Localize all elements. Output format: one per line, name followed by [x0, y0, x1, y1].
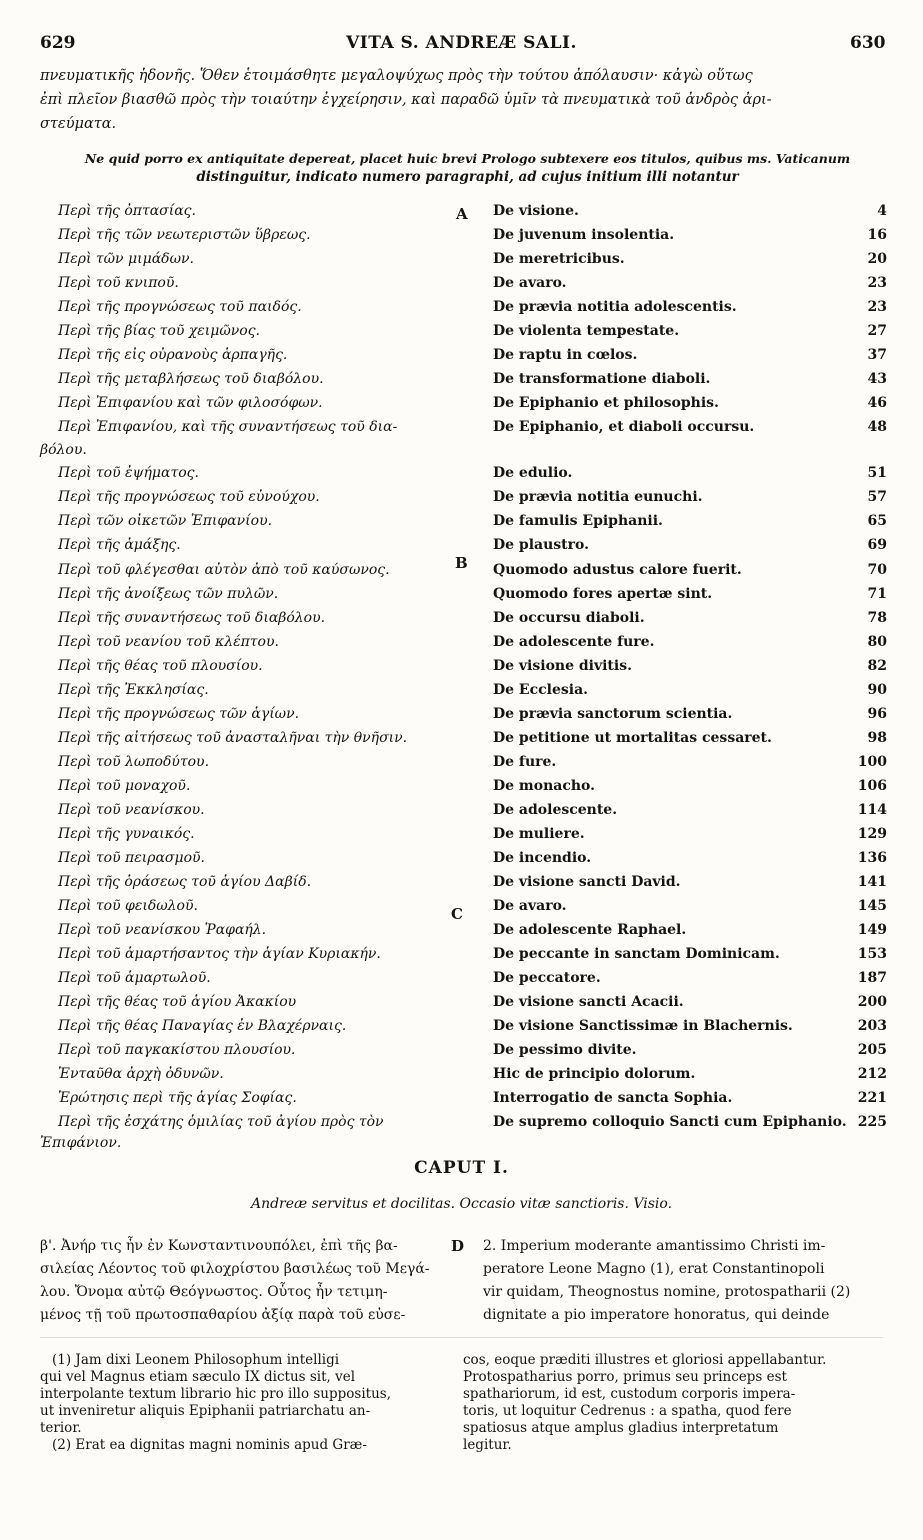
toc-greek-title: Περὶ Ἐπιφανίου, καὶ τῆς συναντήσεως τοῦ δια-: [58, 419, 398, 435]
toc-latin-title: De adolescente Raphael.: [493, 922, 687, 938]
toc-row: [0, 1090, 923, 1113]
margin-marker-a: A: [456, 205, 468, 223]
toc-greek-title: Περὶ τῆς ὀπτασίας.: [58, 203, 196, 219]
toc-latin-title: De transformatione diaboli.: [493, 371, 711, 387]
body-greek-column: [40, 1235, 440, 1327]
toc-row: [0, 275, 923, 298]
footnote-line: qui vel Magnus etiam sæculo IX dictus sit, vel: [40, 1369, 356, 1385]
toc-row: [0, 1114, 923, 1137]
footnote-line: spathariorum, id est, custodum corporis impera-: [463, 1386, 796, 1402]
toc-row: [0, 586, 923, 609]
toc-continuation: Ἐπιφάνιον.: [40, 1135, 122, 1151]
toc-latin-title: De peccante in sanctam Dominicam.: [493, 946, 780, 962]
footnote-line: spatiosus atque amplus gladius interpretatum: [463, 1420, 779, 1436]
toc-greek-title: Περὶ τῆς προγνώσεως τῶν ἁγίων.: [58, 706, 300, 722]
toc-paragraph-number: 23: [867, 299, 887, 315]
body-latin-line: vir quidam, Theognostus nomine, protospatharii (2): [483, 1284, 851, 1300]
toc-greek-title: Περὶ τῆς ἀνοίξεως τῶν πυλῶν.: [58, 586, 279, 602]
toc-paragraph-number: 98: [867, 730, 887, 746]
toc-row: [0, 946, 923, 969]
body-greek-line: μένος τῇ τοῦ πρωτοσπαθαρίου ἀξίᾳ παρὰ τοῦ εὐσε-: [40, 1307, 406, 1323]
intro-greek-paragraph: [40, 64, 895, 136]
toc-greek-title: Ἐρώτησις περὶ τῆς ἁγίας Σοφίας.: [58, 1090, 297, 1106]
footnote-divider: [40, 1337, 883, 1338]
toc-paragraph-number: 71: [867, 586, 887, 602]
toc-latin-title: De prævia notitia adolescentis.: [493, 299, 737, 315]
toc-greek-title: Περὶ τοῦ ἁμαρτωλοῦ.: [58, 970, 211, 986]
toc-row: [0, 465, 923, 488]
toc-greek-title: Περὶ τοῦ ἁμαρτήσαντος τὴν ἁγίαν Κυριακήν.: [58, 946, 381, 962]
toc-row: [0, 634, 923, 657]
toc-row: [0, 513, 923, 536]
toc-paragraph-number: 43: [867, 371, 887, 387]
toc-latin-title: De prævia sanctorum scientia.: [493, 706, 733, 722]
toc-latin-title: Quomodo fores apertæ sint.: [493, 586, 713, 602]
toc-greek-title: Περὶ τῆς προγνώσεως τοῦ παιδός.: [58, 299, 302, 315]
toc-greek-title: Περὶ τῆς Ἐκκλησίας.: [58, 682, 209, 698]
toc-row: [0, 682, 923, 705]
body-latin-line: 2. Imperium moderante amantissimo Christi im-: [483, 1238, 826, 1254]
toc-paragraph-number: 149: [857, 922, 887, 938]
toc-greek-title: Περὶ τῆς ἁμάξης.: [58, 537, 181, 553]
margin-marker-b: B: [455, 554, 468, 572]
toc-latin-title: De prævia notitia eunuchi.: [493, 489, 703, 505]
toc-row: [0, 227, 923, 250]
toc-latin-title: De juvenum insolentia.: [493, 227, 675, 243]
toc-greek-title: Περὶ τῆς γυναικός.: [58, 826, 195, 842]
body-greek-line: λου. Ὄνομα αὐτῷ Θεόγνωστος. Οὗτος ἦν τετιμη-: [40, 1284, 388, 1300]
margin-marker-c: C: [451, 905, 463, 923]
toc-paragraph-number: 203: [857, 1018, 887, 1034]
toc-latin-title: De supremo colloquio Sancti cum Epiphanio.: [493, 1114, 847, 1130]
toc-latin-title: De violenta tempestate.: [493, 323, 680, 339]
footnote-line: (2) Erat ea dignitas magni nominis apud Græ-: [52, 1437, 367, 1453]
toc-latin-title: De Epiphanio, et diaboli occursu.: [493, 419, 755, 435]
toc-paragraph-number: 100: [857, 754, 887, 770]
toc-row: [0, 323, 923, 346]
toc-paragraph-number: 48: [867, 419, 887, 435]
toc-latin-title: De plaustro.: [493, 537, 589, 553]
toc-paragraph-number: 96: [867, 706, 887, 722]
toc-latin-title: De raptu in cœlos.: [493, 347, 638, 363]
toc-greek-title: Περὶ τοῦ πειρασμοῦ.: [58, 850, 205, 866]
toc-paragraph-number: 106: [857, 778, 887, 794]
editorial-note: [40, 150, 895, 186]
toc-greek-title: Περὶ τοῦ ἐψήματος.: [58, 465, 199, 481]
body-latin-line: peratore Leone Magno (1), erat Constantinopoli: [483, 1261, 825, 1277]
toc-latin-title: De peccatore.: [493, 970, 601, 986]
toc-row: [0, 371, 923, 394]
toc-paragraph-number: 70: [867, 562, 887, 578]
toc-greek-title: Περὶ τοῦ κνιποῦ.: [58, 275, 179, 291]
toc-latin-title: Quomodo adustus calore fuerit.: [493, 562, 742, 578]
toc-paragraph-number: 80: [867, 634, 887, 650]
toc-latin-title: Hic de principio dolorum.: [493, 1066, 696, 1082]
toc-paragraph-number: 51: [867, 465, 887, 481]
toc-paragraph-number: 136: [857, 850, 887, 866]
chapter-subtitle: Andreæ servitus et docilitas. Occasio vitæ sanctioris. Visio.: [250, 1196, 673, 1212]
toc-paragraph-number: 69: [867, 537, 887, 553]
margin-marker-d: D: [451, 1237, 465, 1255]
toc-continuation: βόλου.: [40, 442, 87, 458]
toc-latin-title: De occursu diaboli.: [493, 610, 645, 626]
toc-latin-title: De Epiphanio et philosophis.: [493, 395, 719, 411]
toc-latin-title: De pessimo divite.: [493, 1042, 637, 1058]
note-line: Ne quid porro ex antiquitate depereat, placet huic brevi Prologo subtexere eos titulos, quibus ms. Vaticanum: [84, 151, 851, 166]
toc-row: [0, 754, 923, 777]
toc-greek-title: Περὶ τῆς βίας τοῦ χειμῶνος.: [58, 323, 261, 339]
body-greek-line: β'. Ἀνήρ τις ἦν ἐν Κωνσταντινουπόλει, ἐπὶ τῆς βα-: [40, 1238, 398, 1254]
toc-paragraph-number: 90: [867, 682, 887, 698]
page-number-right: 630: [850, 33, 886, 53]
toc-greek-title: Περὶ τοῦ φειδωλοῦ.: [58, 898, 198, 914]
footnotes-left: [40, 1352, 440, 1454]
toc-greek-title: Περὶ τῆς εἰς οὐρανοὺς ἁρπαγῆς.: [58, 347, 288, 363]
toc-greek-title: Περὶ τῆς συναντήσεως τοῦ διαβόλου.: [58, 610, 326, 626]
intro-line: στεύματα.: [40, 116, 117, 132]
toc-row: [0, 730, 923, 753]
toc-latin-title: De visione Sanctissimæ in Blachernis.: [493, 1018, 793, 1034]
toc-latin-title: De visione sancti Acacii.: [493, 994, 684, 1010]
toc-row: [0, 419, 923, 442]
toc-row: [0, 706, 923, 729]
toc-latin-title: De muliere.: [493, 826, 585, 842]
toc-paragraph-number: 27: [867, 323, 887, 339]
footnote-line: interpolante textum librario hic pro illo suppositus,: [40, 1386, 391, 1402]
toc-row: [0, 610, 923, 633]
toc-paragraph-number: 221: [857, 1090, 887, 1106]
toc-paragraph-number: 205: [857, 1042, 887, 1058]
toc-latin-title: De monacho.: [493, 778, 595, 794]
toc-greek-title: Περὶ τῆς μεταβλήσεως τοῦ διαβόλου.: [58, 371, 324, 387]
body-latin-line: dignitate a pio imperatore honoratus, qui deinde: [483, 1307, 830, 1323]
toc-row: [0, 826, 923, 849]
toc-row: [0, 1018, 923, 1041]
toc-greek-title: Περὶ τῶν μιμάδων.: [58, 251, 194, 267]
toc-latin-title: De visione divitis.: [493, 658, 632, 674]
toc-row: [0, 658, 923, 681]
toc-paragraph-number: 212: [857, 1066, 887, 1082]
toc-latin-title: De adolescente.: [493, 802, 618, 818]
toc-greek-title: Περὶ τῆς θέας Παναγίας ἐν Βλαχέρναις.: [58, 1018, 347, 1034]
toc-row: [0, 299, 923, 322]
toc-greek-title: Περὶ τῆς θέας τοῦ πλουσίου.: [58, 658, 263, 674]
running-title: VITA S. ANDREÆ SALI.: [346, 33, 577, 53]
toc-paragraph-number: 20: [867, 251, 887, 267]
toc-latin-title: De petitione ut mortalitas cessaret.: [493, 730, 772, 746]
footnote-line: ut inveniretur aliquis Epiphanii patriarchatu an-: [40, 1403, 371, 1419]
toc-latin-title: De visione.: [493, 203, 579, 219]
toc-paragraph-number: 145: [857, 898, 887, 914]
body-greek-line: σιλείας Λέοντος τοῦ φιλοχρίστου βασιλέως τοῦ Μεγά-: [40, 1261, 430, 1277]
toc-row: [0, 874, 923, 897]
footnote-line: Protospatharius porro, primus seu princeps est: [463, 1369, 787, 1385]
toc-latin-title: De meretricibus.: [493, 251, 625, 267]
toc-row: [0, 922, 923, 945]
toc-row: [0, 489, 923, 512]
toc-greek-title: Περὶ τῆς τῶν νεωτεριστῶν ὕβρεως.: [58, 227, 311, 243]
toc-row: [0, 994, 923, 1017]
toc-greek-title: Περὶ τῆς θέας τοῦ ἁγίου Ἀκακίου: [58, 994, 297, 1010]
toc-paragraph-number: 82: [867, 658, 887, 674]
toc-greek-title: Περὶ τοῦ νεανίου τοῦ κλέπτου.: [58, 634, 279, 650]
toc-paragraph-number: 129: [857, 826, 887, 842]
toc-greek-title: Περὶ τῆς προγνώσεως τοῦ εὐνούχου.: [58, 489, 320, 505]
footnote-line: terior.: [40, 1420, 82, 1436]
toc-paragraph-number: 57: [867, 489, 887, 505]
toc-latin-title: De edulio.: [493, 465, 573, 481]
toc-row: [0, 970, 923, 993]
toc-paragraph-number: 37: [867, 347, 887, 363]
toc-paragraph-number: 200: [857, 994, 887, 1010]
toc-greek-title: Ἐνταῦθα ἀρχὴ ὀδυνῶν.: [58, 1066, 224, 1082]
toc-row: [0, 251, 923, 274]
toc-paragraph-number: 4: [877, 203, 887, 219]
toc-row: [0, 1042, 923, 1065]
toc-greek-title: Περὶ Ἐπιφανίου καὶ τῶν φιλοσόφων.: [58, 395, 323, 411]
footnote-line: toris, ut loquitur Cedrenus : a spatha, quod fere: [463, 1403, 792, 1419]
toc-paragraph-number: 225: [857, 1114, 887, 1130]
toc-paragraph-number: 153: [857, 946, 887, 962]
chapter-title: CAPUT I.: [414, 1158, 509, 1178]
toc-latin-title: De incendio.: [493, 850, 592, 866]
toc-row: [0, 1066, 923, 1089]
toc-paragraph-number: 16: [867, 227, 887, 243]
toc-latin-title: De avaro.: [493, 898, 567, 914]
toc-paragraph-number: 141: [857, 874, 887, 890]
toc-greek-title: Περὶ τοῦ φλέγεσθαι αὐτὸν ἀπὸ τοῦ καύσωνος.: [58, 562, 390, 578]
toc-greek-title: Περὶ τῆς αἰτήσεως τοῦ ἀνασταλῆναι τὴν θνῆσιν.: [58, 730, 408, 746]
toc-greek-title: Περὶ τοῦ λωποδύτου.: [58, 754, 210, 770]
toc-paragraph-number: 187: [857, 970, 887, 986]
toc-paragraph-number: 46: [867, 395, 887, 411]
toc-row: [0, 802, 923, 825]
toc-latin-title: De famulis Epiphanii.: [493, 513, 663, 529]
toc-greek-title: Περὶ τοῦ νεανίσκου.: [58, 802, 205, 818]
toc-greek-title: Περὶ τῆς ὁράσεως τοῦ ἁγίου Δαβίδ.: [58, 874, 312, 890]
toc-latin-title: De Ecclesia.: [493, 682, 589, 698]
toc-row: [0, 850, 923, 873]
toc-greek-title: Περὶ τοῦ παγκακίστου πλουσίου.: [58, 1042, 296, 1058]
toc-latin-title: De fure.: [493, 754, 557, 770]
toc-latin-title: De visione sancti David.: [493, 874, 681, 890]
intro-line: ἐπὶ πλεῖον βιασθῶ πρὸς τὴν τοιαύτην ἐγχείρησιν, καὶ παραδῶ ὑμῖν τὰ πνευματικὰ τοῦ ἀνδρὸς ἀρι-: [40, 92, 772, 108]
toc-latin-title: De avaro.: [493, 275, 567, 291]
footnote-line: legitur.: [463, 1437, 512, 1453]
footnote-line: cos, eoque præditi illustres et gloriosi appellabantur.: [463, 1352, 827, 1368]
toc-row: [0, 778, 923, 801]
note-line: distinguitur, indicato numero paragraphi, ad cujus initium illi notantur: [196, 169, 739, 185]
toc-greek-title: Περὶ τῆς ἐσχάτης ὁμιλίας τοῦ ἁγίου πρὸς τὸν: [58, 1114, 384, 1130]
footnote-line: (1) Jam dixi Leonem Philosophum intelligi: [52, 1352, 340, 1368]
toc-paragraph-number: 23: [867, 275, 887, 291]
toc-paragraph-number: 114: [857, 802, 887, 818]
toc-paragraph-number: 78: [867, 610, 887, 626]
toc-greek-title: Περὶ τῶν οἰκετῶν Ἐπιφανίου.: [58, 513, 273, 529]
footnotes-right: [463, 1352, 883, 1454]
toc-greek-title: Περὶ τοῦ νεανίσκου Ῥαφαήλ.: [58, 922, 267, 938]
page-number-left: 629: [40, 33, 76, 53]
body-latin-column: [483, 1235, 883, 1327]
toc-row: [0, 395, 923, 418]
intro-line: πνευματικῆς ἡδονῆς. Ὅθεν ἑτοιμάσθητε μεγαλοψύχως πρὸς τὴν τούτου ἀπόλαυσιν· κἀγὼ οὕτως: [40, 68, 753, 84]
toc-paragraph-number: 65: [867, 513, 887, 529]
toc-greek-title: Περὶ τοῦ μοναχοῦ.: [58, 778, 191, 794]
toc-latin-title: Interrogatio de sancta Sophia.: [493, 1090, 733, 1106]
toc-row: [0, 347, 923, 370]
toc-latin-title: De adolescente fure.: [493, 634, 655, 650]
